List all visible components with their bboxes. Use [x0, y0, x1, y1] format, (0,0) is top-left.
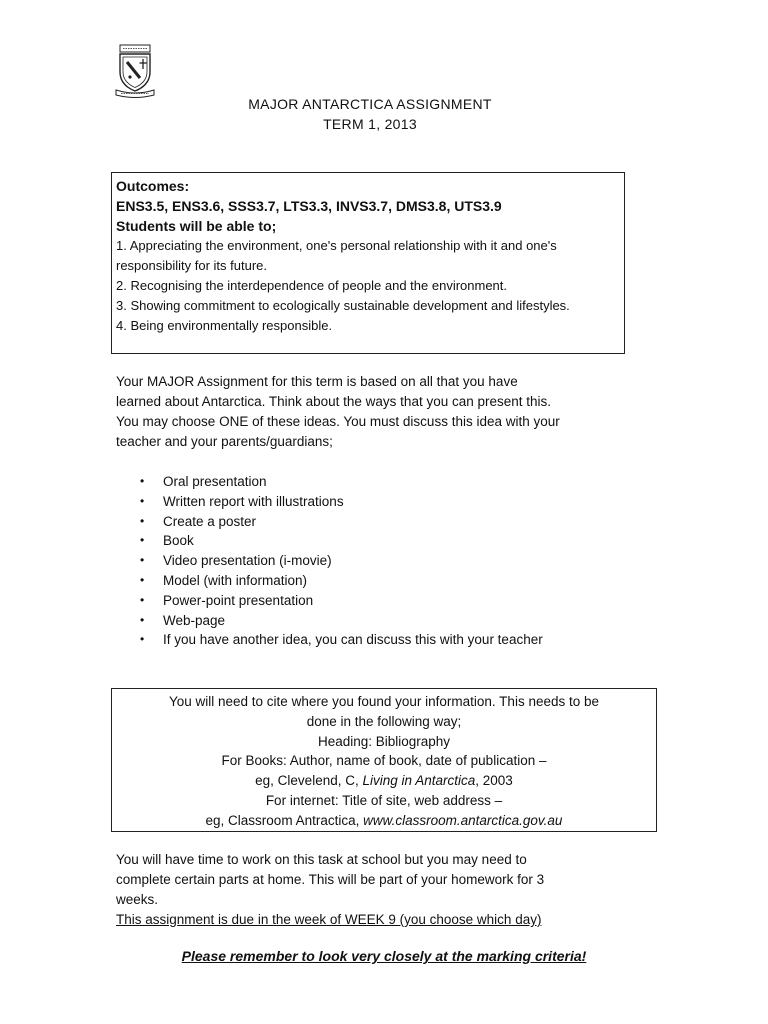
option-label: Book [163, 533, 194, 549]
bullet-icon: • [140, 513, 145, 528]
intro-line: You may choose ONE of these ideas. You must discuss this idea with your [116, 414, 560, 429]
bullet-icon: • [140, 553, 145, 568]
bullet-icon: • [140, 612, 145, 627]
internet-example [116, 811, 652, 831]
outcome-codes: ENS3.5, ENS3.6, SSS3.7, LTS3.3, INVS3.7, DMS3.8, UTS3.9 [116, 198, 502, 214]
citation-line: done in the following way; [306, 713, 462, 729]
list-item [140, 611, 660, 631]
books-example-suffix: , 2003 [475, 773, 513, 789]
intro-line: Your MAJOR Assignment for this term is based on all that you have [116, 374, 518, 389]
internet-example-prefix: eg, Classroom Antractica, [205, 812, 364, 828]
closing-line: You will have time to work on this task at school but you may need to [116, 852, 527, 867]
outcome-item: 2. Recognising the interdependence of people and the environment. [116, 278, 508, 293]
intro-line: teacher and your parents/guardians; [116, 434, 333, 449]
citation-line: You will need to cite where you found your information. This needs to be [168, 694, 600, 709]
outcomes-lead: Students will be able to; [116, 218, 277, 234]
outcomes-heading: Outcomes: [116, 178, 190, 194]
bullet-icon: • [140, 533, 145, 548]
option-label: Web-page [163, 612, 226, 628]
books-example-title: Living in Antarctica [362, 773, 476, 789]
list-item [140, 591, 660, 611]
school-crest-icon [112, 44, 158, 98]
presentation-options-list [140, 472, 660, 650]
books-example [116, 771, 652, 791]
bullet-icon: • [140, 592, 145, 607]
assignment-title: MAJOR ANTARCTICA ASSIGNMENT [248, 96, 492, 112]
intro-paragraph [116, 372, 656, 452]
option-label: Video presentation (i-movie) [163, 553, 332, 569]
books-example-prefix: eg, Clevelend, C, [255, 773, 363, 789]
option-label: Create a poster [163, 513, 257, 529]
intro-line: learned about Antarctica. Think about the ways that you can present this. [116, 394, 552, 409]
outcome-item: 4. Being environmentally responsible. [116, 318, 333, 333]
internet-rule: For internet: Title of site, web address – [265, 792, 503, 808]
bullet-icon: • [140, 572, 145, 587]
title-block [0, 94, 740, 134]
marking-criteria-reminder: Please remember to look very closely at the marking criteria! [181, 948, 587, 964]
citation-box [111, 688, 657, 832]
bullet-icon: • [140, 493, 145, 508]
closing-line: complete certain parts at home. This will be part of your homework for 3 [116, 872, 545, 887]
assignment-term: TERM 1, 2013 [323, 116, 417, 132]
list-item [140, 531, 660, 551]
list-item [140, 551, 660, 571]
internet-example-url: www.classroom.antarctica.gov.au [363, 812, 563, 828]
option-label: Oral presentation [163, 474, 267, 489]
outcome-item: 1. Appreciating the environment, one's personal relationship with it and one's responsibility for its future. [116, 238, 557, 273]
outcome-item: 3. Showing commitment to ecologically sustainable development and lifestyles. [116, 298, 570, 313]
bullet-icon: • [140, 632, 145, 647]
bullet-icon: • [140, 474, 145, 488]
bibliography-heading: Heading: Bibliography [317, 733, 451, 749]
list-item [140, 512, 660, 532]
list-item [140, 472, 660, 492]
books-rule: For Books: Author, name of book, date of publication – [221, 753, 547, 769]
closing-paragraph [116, 850, 656, 930]
due-date-note: This assignment is due in the week of WEEK 9 (you choose which day) [116, 912, 542, 927]
option-label: Written report with illustrations [163, 493, 344, 509]
list-item [140, 571, 660, 591]
outcomes-box [111, 172, 625, 354]
option-label: If you have another idea, you can discuss this with your teacher [163, 632, 543, 648]
list-item [140, 492, 660, 512]
list-item [140, 630, 660, 650]
option-label: Power-point presentation [163, 592, 314, 608]
option-label: Model (with information) [163, 572, 308, 588]
closing-line: weeks. [116, 892, 159, 907]
